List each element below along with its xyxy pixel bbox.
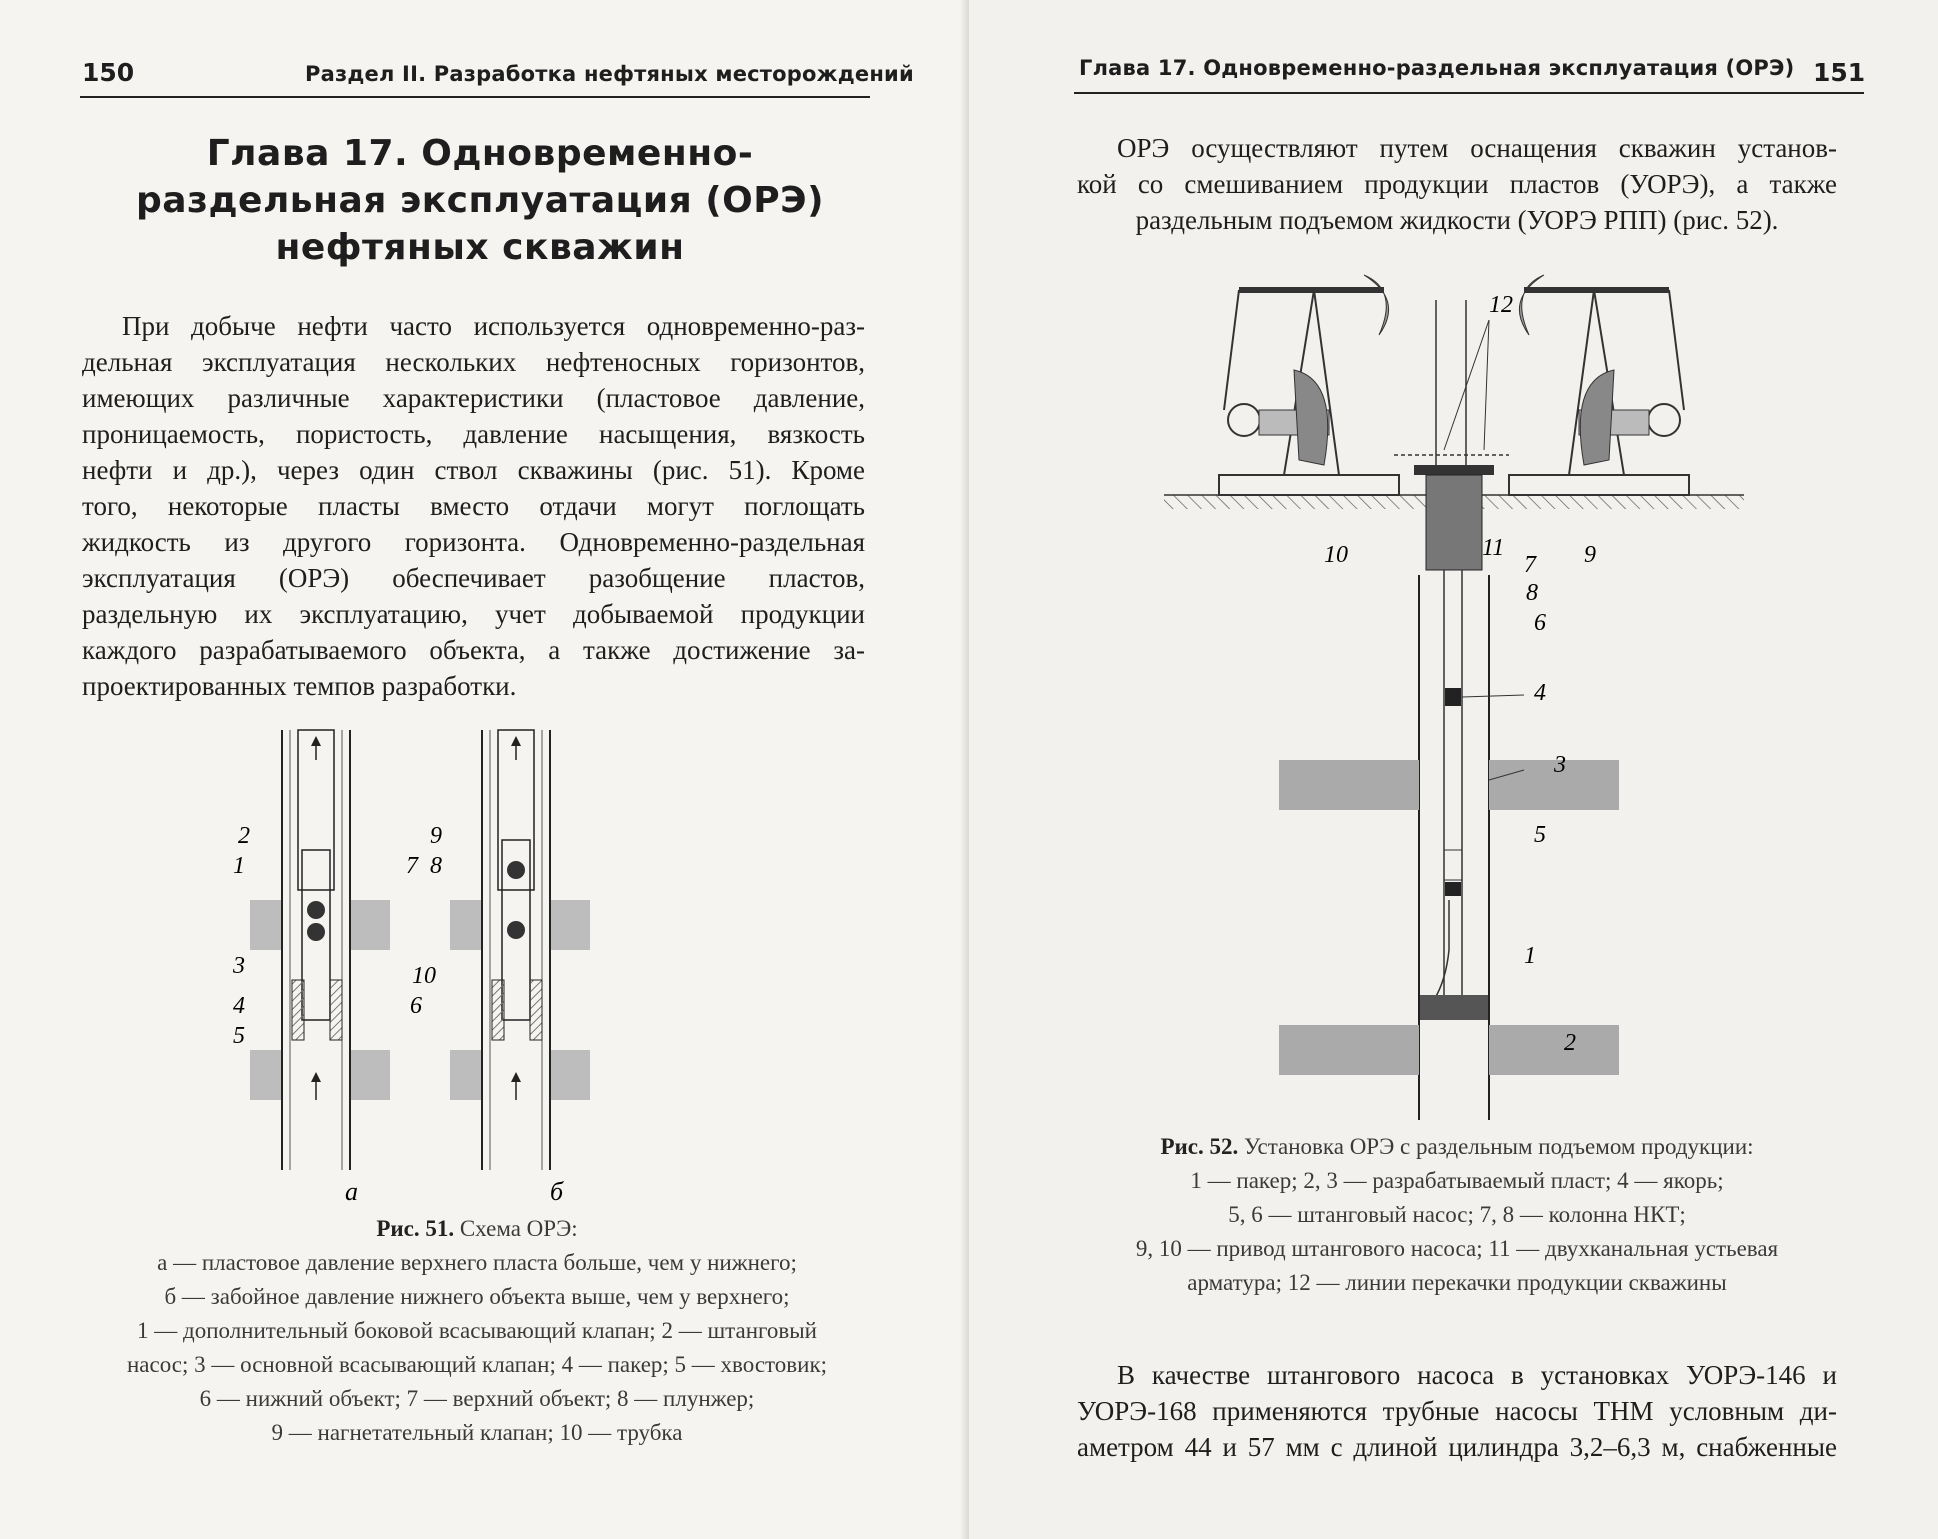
label: 12	[1489, 292, 1513, 318]
figure-51-diagram	[233, 720, 700, 1210]
caption-line: 9 — нагнетательный клапан; 10 — трубка	[271, 1420, 683, 1445]
paragraph-line: эксплуатация (ОРЭ) обеспечивает разобщение пластов,	[82, 563, 865, 593]
valve-ball	[307, 923, 325, 941]
rock-layer	[350, 900, 390, 950]
chapter-title-line: Глава 17. Одновременно-	[206, 133, 754, 174]
crank-wheel	[1228, 404, 1260, 436]
valve-ball	[507, 921, 525, 939]
label: 5	[1534, 822, 1546, 848]
caption-line: 5, 6 — штанговый насос; 7, 8 — колонна НКТ;	[1228, 1202, 1686, 1227]
label: 2	[238, 823, 250, 849]
label: 7	[406, 853, 418, 879]
pitman-arm	[1224, 290, 1239, 410]
packer	[1420, 995, 1488, 1020]
figure-52-diagram	[1164, 260, 1764, 1120]
pump-jack-base	[1219, 475, 1399, 495]
page-number: 150	[82, 58, 135, 87]
paragraph-line: В качестве штангового насоса в установках УОРЭ-146 и	[1117, 1360, 1837, 1390]
pump-jack-base	[1509, 475, 1689, 495]
paragraph-line: раздельную их эксплуатацию, учет добываемой продукции	[82, 599, 865, 629]
figure-52-caption	[1077, 1130, 1837, 1300]
rod-pump	[1444, 850, 1462, 880]
diagram-a	[232, 730, 422, 1206]
flow-arrow	[511, 1072, 521, 1082]
label: 8	[1526, 580, 1538, 606]
pump-jack-right	[1509, 275, 1689, 495]
formation-2	[1279, 1025, 1419, 1075]
paragraph-line: каждого разрабатываемого объекта, а также достижение за-	[82, 635, 865, 665]
horse-head	[1364, 275, 1389, 335]
anchor	[1445, 688, 1461, 706]
tailpipe	[1434, 900, 1449, 1000]
label: 4	[233, 993, 245, 1019]
packer	[530, 980, 542, 1040]
label: 3	[233, 953, 245, 979]
caption-line: б — забойное давление нижнего объекта выше, чем у верхнего;	[164, 1284, 790, 1309]
sublabel-b: б	[550, 1177, 564, 1206]
pitman-arm	[1669, 290, 1684, 410]
running-head: Раздел II. Разработка нефтяных месторождений	[305, 62, 914, 86]
formation-3	[1279, 760, 1419, 810]
label: 7	[1524, 552, 1536, 578]
label: 10	[1324, 542, 1348, 568]
label: 9	[1584, 542, 1596, 568]
packer	[330, 980, 342, 1040]
label: 10	[412, 963, 436, 989]
rock-layer	[250, 1050, 282, 1100]
caption-heading	[82, 1212, 872, 1246]
label: 4	[1534, 680, 1546, 706]
leader-line	[1484, 320, 1489, 450]
counterweight	[1580, 370, 1614, 465]
chapter-title-line: раздельная эксплуатация (ОРЭ)	[135, 180, 825, 221]
caption-name: Установка ОРЭ с раздельным подъемом продукции:	[1243, 1134, 1754, 1159]
caption-title: Рис. 52.	[1160, 1134, 1239, 1159]
paragraph-line: ОРЭ осуществляют путем оснащения скважин установ-	[1117, 133, 1837, 163]
paragraph-line: имеющих различные характеристики (пластовое давление,	[82, 383, 865, 413]
horse-head	[1519, 275, 1544, 335]
rock-layer	[550, 1050, 590, 1100]
paragraph-line: проектированных темпов разработки.	[82, 671, 517, 701]
label: 8	[430, 853, 442, 879]
paragraph-line: нефти и др.), через один ствол скважины (рис. 51). Кроме	[82, 455, 865, 485]
flow-arrow	[511, 736, 521, 746]
valve-ball	[507, 861, 525, 879]
closing-paragraph	[1077, 1357, 1837, 1465]
label: 1	[1524, 943, 1536, 969]
valve-ball	[307, 901, 325, 919]
packer	[292, 980, 304, 1040]
wellhead-flange	[1414, 465, 1494, 475]
rock-layer	[550, 900, 590, 950]
caption-line: насос; 3 — основной всасывающий клапан; 4 — пакер; 5 — хвостовик;	[126, 1352, 828, 1377]
right-page	[969, 0, 1938, 1539]
label: 1	[233, 853, 245, 879]
caption-heading	[1077, 1130, 1837, 1164]
paragraph-line: кой со смешиванием продукции пластов (УОРЭ), а также	[1077, 169, 1837, 199]
rock-layer	[450, 1050, 482, 1100]
label: 2	[1564, 1030, 1576, 1056]
leader-line	[1462, 695, 1524, 697]
caption-line: 9, 10 — привод штангового насоса; 11 — двухканальная устьевая	[1135, 1236, 1779, 1261]
paragraph-line: проницаемость, пористость, давление насыщения, вязкость	[82, 419, 865, 449]
intro-paragraph	[1077, 130, 1837, 238]
figure-51-caption	[82, 1212, 872, 1450]
page-number: 151	[1813, 58, 1866, 87]
label: 6	[1534, 610, 1546, 636]
label: 6	[410, 993, 422, 1019]
header-rule	[80, 96, 870, 98]
diagram-b	[412, 730, 590, 1206]
paragraph-line: При добыче нефти часто используется одновременно-раз-	[122, 311, 865, 341]
counterweight	[1294, 370, 1328, 465]
caption-line: 1 — пакер; 2, 3 — разрабатываемый пласт; 4 — якорь;	[1190, 1168, 1724, 1193]
paragraph-line: жидкость из другого горизонта. Одновременно-раздельная	[82, 527, 865, 557]
label: 5	[233, 1023, 245, 1049]
paragraph-line: дельная эксплуатация нескольких нефтеносных горизонтов,	[82, 347, 865, 377]
flow-arrow	[311, 736, 321, 746]
label: 9	[430, 823, 442, 849]
rock-layer	[250, 900, 282, 950]
rod-pump-seat	[1445, 882, 1461, 896]
pump-jack-left	[1219, 275, 1399, 495]
caption-title: Рис. 51.	[376, 1216, 455, 1241]
paragraph-line: раздельным подъемом жидкости (УОРЭ РПП) (рис. 52).	[1135, 205, 1779, 235]
running-head: Глава 17. Одновременно-раздельная эксплуатация (ОРЭ)	[1079, 56, 1795, 80]
caption-line: арматура; 12 — линии перекачки продукции скважины	[1187, 1270, 1727, 1295]
label: 3	[1554, 752, 1566, 778]
rock-layer	[350, 1050, 390, 1100]
label: 11	[1482, 535, 1505, 561]
caption-line: 6 — нижний объект; 7 — верхний объект; 8 — плунжер;	[199, 1386, 755, 1411]
sublabel-a: а	[345, 1177, 358, 1206]
flow-arrow	[311, 1072, 321, 1082]
wellhead-body	[1426, 475, 1482, 570]
paragraph-line: того, некоторые пласты вместо отдачи могут поглощать	[82, 491, 865, 521]
packer	[492, 980, 504, 1040]
caption-name: Схема ОРЭ:	[459, 1216, 578, 1241]
paragraph-line: УОРЭ-168 применяются трубные насосы ТНМ условным ди-	[1077, 1396, 1837, 1426]
paragraph-line: аметром 44 и 57 мм с длиной цилиндра 3,2–6,3 м, снабженные	[1077, 1432, 1837, 1462]
caption-line: 1 — дополнительный боковой всасывающий клапан; 2 — штанговый	[137, 1318, 817, 1343]
rock-layer	[450, 900, 482, 950]
caption-line: а — пластовое давление верхнего пласта больше, чем у нижнего;	[157, 1250, 797, 1275]
header-rule	[1074, 92, 1864, 94]
chapter-title-line: нефтяных скважин	[275, 227, 685, 268]
chapter-title	[85, 130, 875, 271]
crank-wheel	[1648, 404, 1680, 436]
intro-paragraph	[82, 308, 865, 704]
formation-2	[1489, 1025, 1619, 1075]
